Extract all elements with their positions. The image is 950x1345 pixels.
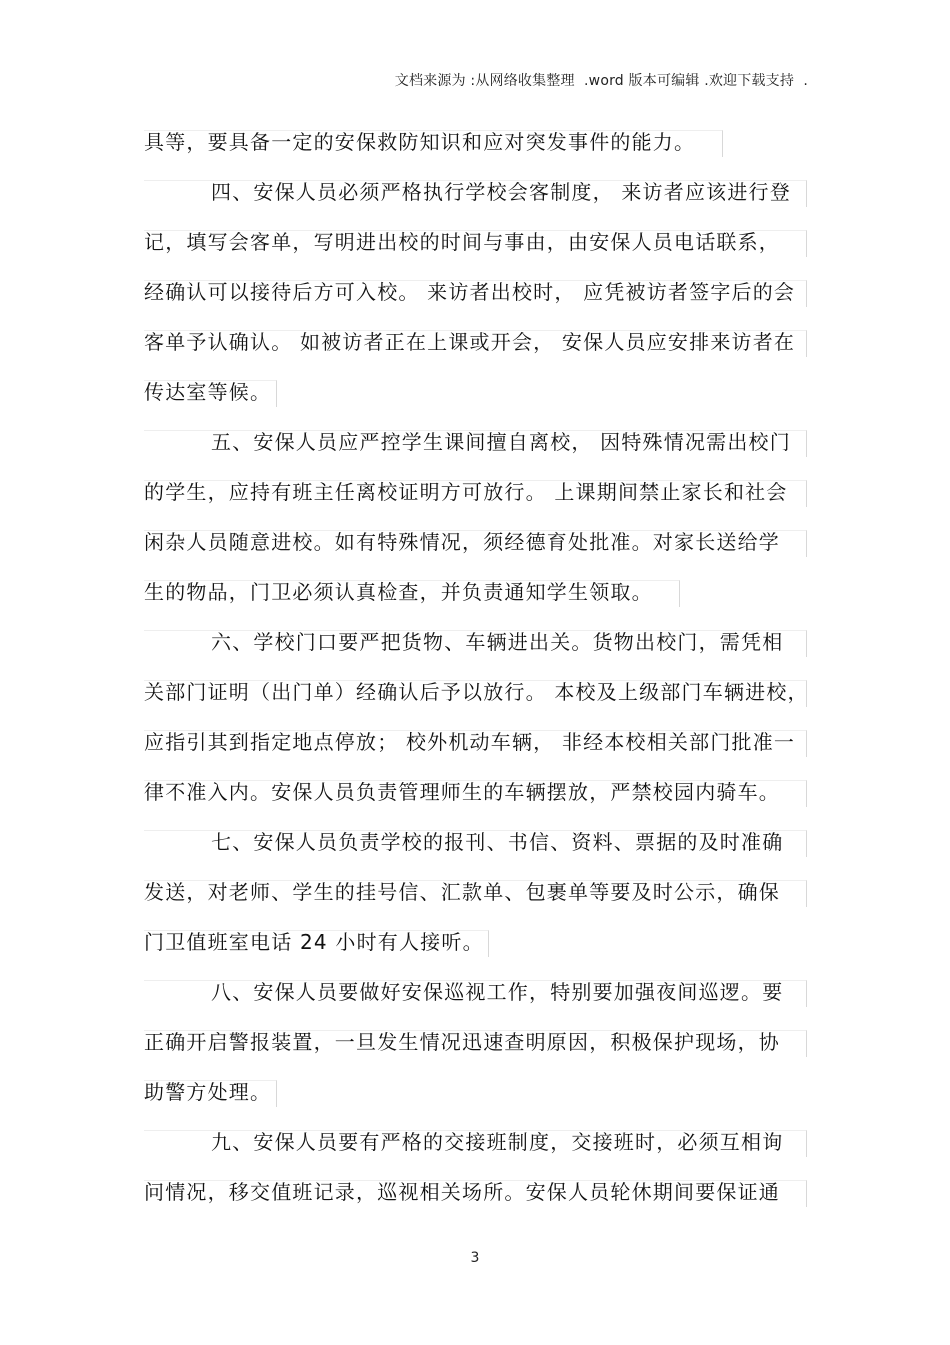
text-line: [144, 217, 808, 267]
line-text: 正确开启警报装置，一旦发生情况迅速查明原因，积极保护现场，协: [144, 1030, 780, 1054]
line-text: 六、学校门口要严把货物、车辆进出关。货物出校门，需凭相: [211, 630, 784, 654]
line-text: 门卫值班室电话 24 小时有人接听。: [144, 930, 484, 954]
line-text: 八、安保人员要做好安保巡视工作，特别要加强夜间巡逻。要: [211, 980, 784, 1004]
line-text: 生的物品，门卫必须认真检查，并负责通知学生领取。: [144, 580, 653, 604]
text-line: [144, 867, 808, 917]
text-line: [144, 717, 808, 767]
line-text: 闲杂人员随意进校。如有特殊情况，须经德育处批准。对家长送给学: [144, 530, 780, 554]
line-text: 助警方处理。: [144, 1080, 272, 1104]
paragraph: [144, 1117, 808, 1217]
text-line: [144, 117, 808, 167]
text-line: [144, 417, 808, 467]
text-line: [144, 467, 808, 517]
text-line: [144, 267, 808, 317]
line-text: 具等，要具备一定的安保救防知识和应对突发事件的能力。: [144, 130, 696, 154]
text-line: [144, 767, 808, 817]
paragraph: [144, 417, 808, 617]
paragraph: [144, 967, 808, 1117]
text-line: [144, 167, 808, 217]
line-text: 发送，对老师、学生的挂号信、汇款单、包裹单等要及时公示，确保: [144, 880, 780, 904]
text-line: [144, 317, 808, 367]
text-line: [144, 517, 808, 567]
page-number: 3: [470, 1250, 480, 1266]
text-line: [144, 567, 808, 617]
paragraph: [144, 167, 808, 417]
paragraph: [144, 617, 808, 817]
line-text: 的学生，应持有班主任离校证明方可放行。 上课期间禁止家长和社会: [144, 480, 788, 504]
text-line: [144, 667, 808, 717]
text-line: [144, 1167, 808, 1217]
line-text: 律不准入内。安保人员负责管理师生的车辆摆放，严禁校园内骑车。: [144, 780, 780, 804]
line-text: 记，填写会客单，写明进出校的时间与事由，由安保人员电话联系，: [144, 230, 780, 254]
line-text: 四、安保人员必须严格执行学校会客制度， 来访者应该进行登: [211, 180, 791, 204]
text-line: [144, 817, 808, 867]
text-line: [144, 967, 808, 1017]
paragraph: [144, 817, 808, 967]
text-line: [144, 917, 808, 967]
line-text: 经确认可以接待后方可入校。 来访者出校时， 应凭被访者签字后的会: [144, 280, 796, 304]
line-text: 应指引其到指定地点停放； 校外机动车辆， 非经本校相关部门批准一: [144, 730, 796, 754]
line-text: 七、安保人员负责学校的报刊、书信、资料、票据的及时准确: [211, 830, 784, 854]
line-text: 问情况，移交值班记录，巡视相关场所。安保人员轮休期间要保证通: [144, 1180, 780, 1204]
text-line: [144, 1017, 808, 1067]
document-body: [144, 117, 808, 1217]
text-line: [144, 367, 808, 417]
page-header: 文档来源为 :从网络收集整理 .word 版本可编辑 .欢迎下载支持 .: [394, 73, 808, 89]
text-line: [144, 1067, 808, 1117]
line-text: 五、安保人员应严控学生课间擅自离校， 因特殊情况需出校门: [211, 430, 791, 454]
line-text: 传达室等候。: [144, 380, 272, 404]
line-text: 客单予认确认。 如被访者正在上课或开会， 安保人员应安排来访者在: [144, 330, 796, 354]
text-line: [144, 1117, 808, 1167]
line-text: 九、安保人员要有严格的交接班制度，交接班时，必须互相询: [211, 1130, 784, 1154]
line-text: 关部门证明（出门单）经确认后予以放行。 本校及上级部门车辆进校，: [144, 680, 809, 704]
paragraph: [144, 117, 808, 167]
text-line: [144, 617, 808, 667]
